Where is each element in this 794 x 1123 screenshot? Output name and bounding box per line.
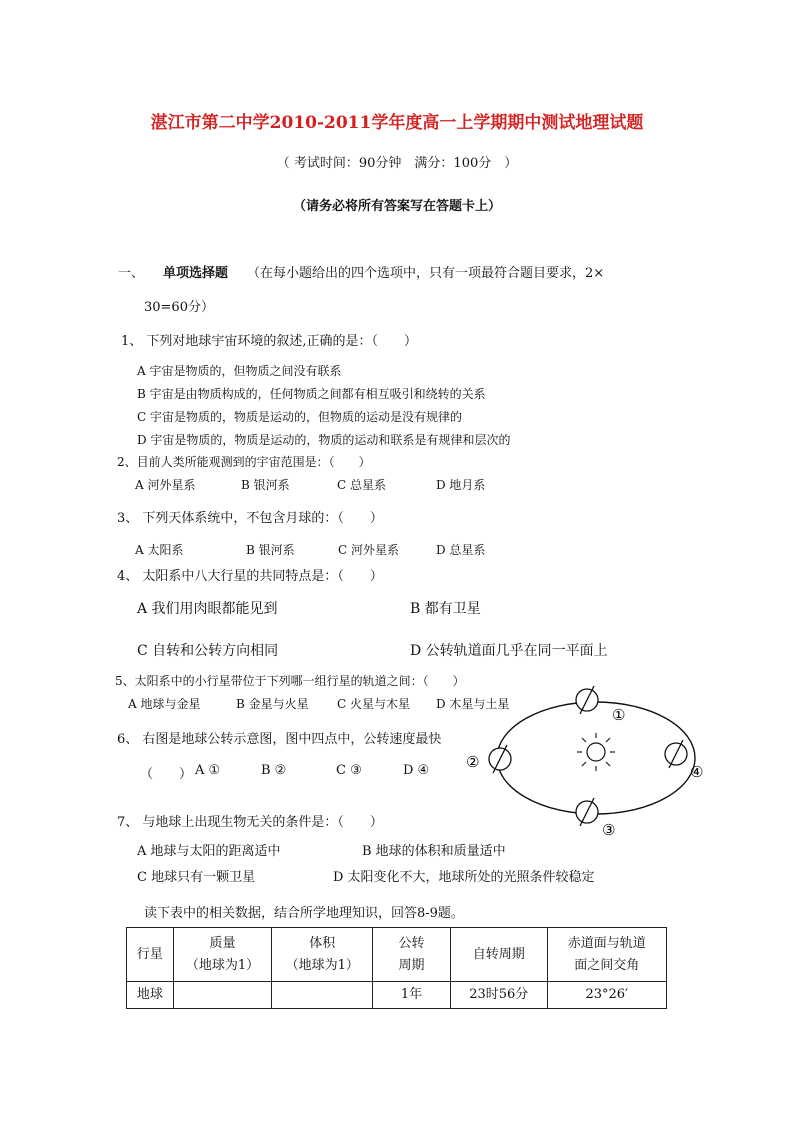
question-5-option-a: A 地球与金星 [128, 697, 201, 711]
section-description: （在每小题给出的四个选项中，只有一项最符合题目要求，2× [247, 266, 605, 281]
question-2-stem: 2、目前人类所能观测到的宇宙范围是：（ ） [117, 455, 371, 469]
table-intro: 读下表中的相关数据，结合所学地理知识，回答8-9题。 [144, 906, 464, 921]
question-4-option-a: A 我们用肉眼都能见到 [137, 601, 278, 617]
question-3-stem: 3、 下列天体系统中，不包含月球的：（ ） [117, 511, 383, 526]
header-planet: 行星 [127, 928, 174, 982]
question-1-option-c: C 宇宙是物质的，物质是运动的，但物质的运动是没有规律的 [137, 410, 462, 424]
earth-icon [576, 686, 598, 714]
header-volume [272, 928, 373, 982]
question-2-option-c: C 总星系 [337, 478, 386, 492]
header-tilt-line1: 赤道面与轨道 [567, 935, 646, 951]
exam-info: （ 考试时间：90分钟 满分：100分 ） [276, 156, 518, 171]
question-6-answer-paren: （ ） [140, 767, 193, 782]
earth-icon [489, 745, 511, 773]
header-tilt [547, 928, 666, 982]
question-7-option-b: B 地球的体积和质量适中 [362, 844, 506, 859]
question-7-stem: 7、 与地球上出现生物无关的条件是：（ ） [117, 815, 383, 830]
question-2-option-b: B 银河系 [241, 478, 290, 492]
sun-icon [577, 733, 615, 771]
question-5-option-d: D 木星与土星 [436, 697, 510, 711]
question-5-option-c: C 火星与木星 [337, 697, 410, 711]
header-volume-line1: 体积 [309, 935, 336, 951]
header-revolution [373, 928, 451, 982]
question-2-option-a: A 河外星系 [135, 478, 196, 492]
earth-icon [665, 740, 687, 768]
orbit-label-3: ③ [602, 821, 616, 839]
section-description-cont: 30=60分） [144, 300, 214, 315]
cell-volume [272, 982, 373, 1009]
question-6-option-d: D ④ [403, 763, 430, 778]
header-rotation: 自转周期 [450, 928, 547, 982]
question-4-stem: 4、 太阳系中八大行星的共同特点是：（ ） [117, 569, 383, 584]
cell-rotation: 23时56分 [450, 982, 547, 1009]
orbit-label-2: ② [466, 753, 480, 771]
question-4-option-b: B 都有卫星 [410, 601, 481, 617]
planet-data-table [126, 927, 667, 1009]
cell-planet: 地球 [127, 982, 174, 1009]
question-2-option-d: D 地月系 [436, 478, 486, 492]
question-3-option-c: C 河外星系 [338, 543, 399, 557]
question-4-option-c: C 自转和公转方向相同 [137, 643, 279, 659]
question-1-option-b: B 宇宙是由物质构成的，任何物质之间都有相互吸引和绕转的关系 [137, 387, 486, 401]
exam-title: 湛江市第二中学2010-2011学年度高一上学期期中测试地理试题 [150, 113, 644, 133]
header-mass [173, 928, 272, 982]
earth-icon [576, 798, 598, 826]
header-mass-line1: 质量 [209, 935, 236, 951]
question-3-option-d: D 总星系 [436, 543, 486, 557]
question-6-option-c: C ③ [336, 763, 362, 778]
question-7-option-a: A 地球与太阳的距离适中 [137, 844, 281, 859]
section-number: 一、 [118, 266, 145, 281]
header-tilt-line2: 面之间交角 [574, 957, 640, 973]
question-1-stem: 1、 下列对地球宇宙环境的叙述,正确的是：（ ） [121, 334, 418, 349]
question-1-option-d: D 宇宙是物质的，物质是运动的，物质的运动和联系是有规律和层次的 [137, 433, 511, 447]
header-revolution-line2: 周期 [398, 957, 425, 973]
cell-mass [173, 982, 272, 1009]
question-3-option-a: A 太阳系 [135, 543, 184, 557]
orbit-label-1: ① [612, 706, 626, 724]
section-heading: 单项选择题 [163, 266, 229, 281]
cell-revolution: 1年 [373, 982, 451, 1009]
header-revolution-line1: 公转 [398, 935, 425, 951]
question-4-option-d: D 公转轨道面几乎在同一平面上 [410, 643, 608, 659]
orbit-label-4: ④ [690, 763, 704, 781]
header-mass-line2: （地球为1） [185, 957, 260, 973]
question-5-stem: 5、太阳系中的小行星带位于下列哪一组行星的轨道之间：（ ） [115, 674, 465, 688]
question-6-option-b: B ② [261, 763, 287, 778]
table-row [127, 982, 667, 1009]
cell-tilt: 23°26′ [547, 982, 666, 1009]
earth-orbit-diagram [460, 672, 720, 842]
answer-instruction: （请务必将所有答案写在答题卡上） [292, 199, 501, 214]
question-5-option-b: B 金星与火星 [236, 697, 309, 711]
question-7-option-d: D 太阳变化不大，地球所处的光照条件较稳定 [333, 870, 595, 885]
question-7-option-c: C 地球只有一颗卫星 [137, 870, 256, 885]
question-6-option-a: A ① [195, 763, 221, 778]
question-1-option-a: A 宇宙是物质的，但物质之间没有联系 [137, 364, 342, 378]
table-header-row [127, 928, 667, 982]
question-3-option-b: B 银河系 [246, 543, 295, 557]
header-volume-line2: （地球为1） [285, 957, 359, 973]
question-6-stem: 6、 右图是地球公转示意图，图中四点中，公转速度最快 [117, 732, 442, 747]
